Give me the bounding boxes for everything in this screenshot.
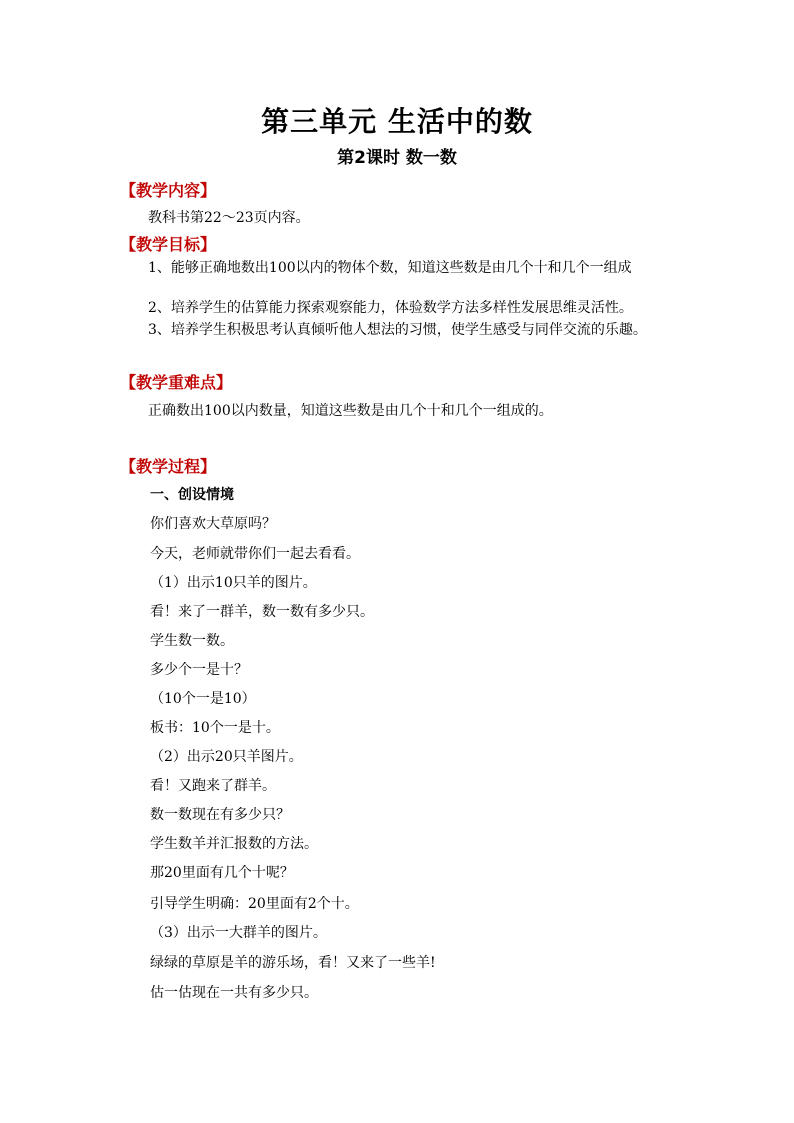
- process-section-title: 一、创设情境: [150, 487, 234, 503]
- process-line: （3）出示一大群羊的图片。: [150, 925, 327, 941]
- section-heading-process: 【教学过程】: [120, 457, 217, 476]
- process-line: 绿绿的草原是羊的游乐场，看！又来了一些羊!: [150, 955, 436, 971]
- process-line: 多少个一是十？: [150, 662, 248, 678]
- section-heading-content: 【教学内容】: [120, 181, 217, 200]
- page-subtitle: 第2课时 数一数: [337, 148, 457, 168]
- goal-item-1: 1、能够正确地数出100以内的物体个数，知道这些数是由几个十和几个一组成: [148, 260, 632, 276]
- process-line: 看！来了一群羊，数一数有多少只。: [150, 604, 374, 620]
- process-line: 你们喜欢大草原吗？: [150, 516, 276, 532]
- process-line: 学生数一数。: [150, 633, 234, 649]
- process-line: （10个一是10）: [150, 691, 256, 707]
- content-text: 教科书第22～23页内容。: [148, 210, 310, 226]
- process-line: 今天，老师就带你们一起去看看。: [150, 546, 360, 562]
- section-heading-goals: 【教学目标】: [120, 235, 217, 254]
- keypoints-text: 正确数出100以内数量，知道这些数是由几个十和几个一组成的。: [148, 403, 553, 419]
- process-line: 数一数现在有多少只？: [150, 807, 290, 823]
- process-line: （2）出示20只羊图片。: [150, 749, 303, 765]
- goal-item-3: 3、培养学生积极思考认真倾听他人想法的习惯，使学生感受与同伴交流的乐趣。: [148, 322, 647, 338]
- section-heading-keypoints: 【教学重难点】: [120, 373, 233, 392]
- process-line: 那20里面有几个十呢？: [150, 865, 294, 881]
- process-line: 估一估现在一共有多少只。: [150, 985, 318, 1001]
- page-title: 第三单元 生活中的数: [261, 105, 533, 138]
- process-line: 板书：10个一是十。: [150, 720, 280, 736]
- process-line: （1）出示10只羊的图片。: [150, 575, 317, 591]
- process-line: 学生数羊并汇报数的方法。: [150, 836, 318, 852]
- goal-item-2: 2、培养学生的估算能力探索观察能力，体验数学方法多样性发展思维灵活性。: [148, 300, 633, 316]
- process-line: 看！又跑来了群羊。: [150, 778, 276, 794]
- process-line: 引导学生明确：20里面有2个十。: [150, 896, 359, 912]
